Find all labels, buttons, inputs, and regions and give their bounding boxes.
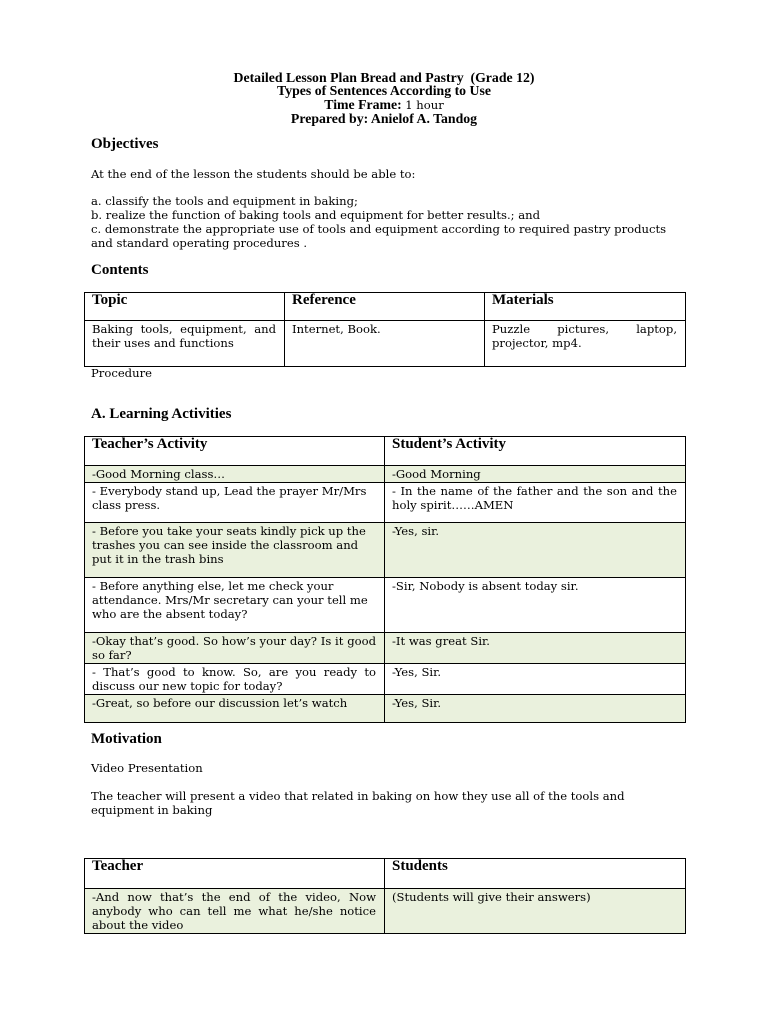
table-row xyxy=(85,633,686,664)
teacher-activity-cell: -Okay that’s good. So how’s your day? Is it good so far? xyxy=(85,633,385,664)
table-row xyxy=(85,483,686,523)
time-frame-label: Time Frame: xyxy=(324,96,402,112)
teacher-activity-cell: -Great, so before our discussion let’s watch xyxy=(85,695,385,723)
document-title: Detailed Lesson Plan Bread and Pastry (Grade 12) xyxy=(233,70,535,85)
teacher-activity-cell: - That’s good to know. So, are you ready to discuss our new topic for today? xyxy=(85,664,385,695)
table-row xyxy=(85,466,686,483)
objectives-intro: At the end of the lesson the students should be able to: xyxy=(91,167,416,181)
objectives-heading: Objectives xyxy=(91,136,159,152)
table-row xyxy=(85,889,686,934)
document-subtitle: Types of Sentences According to Use xyxy=(277,83,491,99)
column-header-student-activity: Student’s Activity xyxy=(385,437,686,466)
contents-heading: Contents xyxy=(91,262,149,278)
teacher-cell: -And now that’s the end of the video, Now anybody who can tell me what he/she notice about the video xyxy=(85,889,385,934)
motivation-description: The teacher will present a video that related in baking on how they use all of the tools and equipment in baking xyxy=(91,789,625,817)
column-header-topic: Topic xyxy=(85,293,285,321)
time-frame-value: 1 hour xyxy=(405,97,444,112)
objective-item: a. classify the tools and equipment in baking; xyxy=(91,194,358,208)
table-cell-reference: Internet, Book. xyxy=(285,321,485,367)
contents-table xyxy=(84,292,686,367)
objective-item: c. demonstrate the appropriate use of tools and equipment according to required pastry products and standard operating procedures . xyxy=(91,222,667,250)
prepared-by: Prepared by: Anielof A. Tandog xyxy=(290,111,478,127)
objective-item: b. realize the function of baking tools and equipment for better results.; and xyxy=(91,208,541,222)
teacher-activity-cell: - Everybody stand up, Lead the prayer Mr/Mrs class press. xyxy=(85,483,385,523)
teacher-activity-cell: -Good Morning class… xyxy=(85,466,385,483)
student-activity-cell: -Yes, sir. xyxy=(385,523,686,578)
table-header-row xyxy=(85,859,686,889)
teacher-activity-cell: - Before you take your seats kindly pick up the trashes you can see inside the classroom and put it in the trash bins xyxy=(85,523,385,578)
students-cell: (Students will give their answers) xyxy=(385,889,686,934)
table-header-row xyxy=(85,293,686,321)
column-header-materials: Materials xyxy=(485,293,686,321)
table-row xyxy=(85,664,686,695)
student-activity-cell: -Yes, Sir. xyxy=(385,695,686,723)
teacher-activity-cell: - Before anything else, let me check your attendance. Mrs/Mr secretary can your tell me who are the absent today? xyxy=(85,578,385,633)
table-cell-topic: Baking tools, equipment, and their uses and functions xyxy=(85,321,285,367)
student-activity-cell: -Good Morning xyxy=(385,466,686,483)
time-frame xyxy=(0,98,768,112)
learning-activities-heading: A. Learning Activities xyxy=(91,406,232,422)
table-row xyxy=(85,321,686,367)
column-header-students: Students xyxy=(385,859,686,889)
procedure-label: Procedure xyxy=(91,366,152,380)
document-header xyxy=(0,71,768,126)
student-activity-cell: - In the name of the father and the son and the holy spirit……AMEN xyxy=(385,483,686,523)
learning-activities-table xyxy=(84,436,686,723)
motivation-table xyxy=(84,858,686,934)
column-header-teacher-activity: Teacher’s Activity xyxy=(85,437,385,466)
column-header-reference: Reference xyxy=(285,293,485,321)
student-activity-cell: -It was great Sir. xyxy=(385,633,686,664)
student-activity-cell: -Sir, Nobody is absent today sir. xyxy=(385,578,686,633)
table-row xyxy=(85,578,686,633)
student-activity-cell: -Yes, Sir. xyxy=(385,664,686,695)
table-row xyxy=(85,523,686,578)
table-cell-materials: Puzzle pictures, laptop, projector, mp4. xyxy=(485,321,686,367)
table-row xyxy=(85,695,686,723)
motivation-subheading: Video Presentation xyxy=(91,761,203,775)
table-header-row xyxy=(85,437,686,466)
objectives-list xyxy=(91,194,681,250)
motivation-heading: Motivation xyxy=(91,731,162,747)
column-header-teacher: Teacher xyxy=(85,859,385,889)
